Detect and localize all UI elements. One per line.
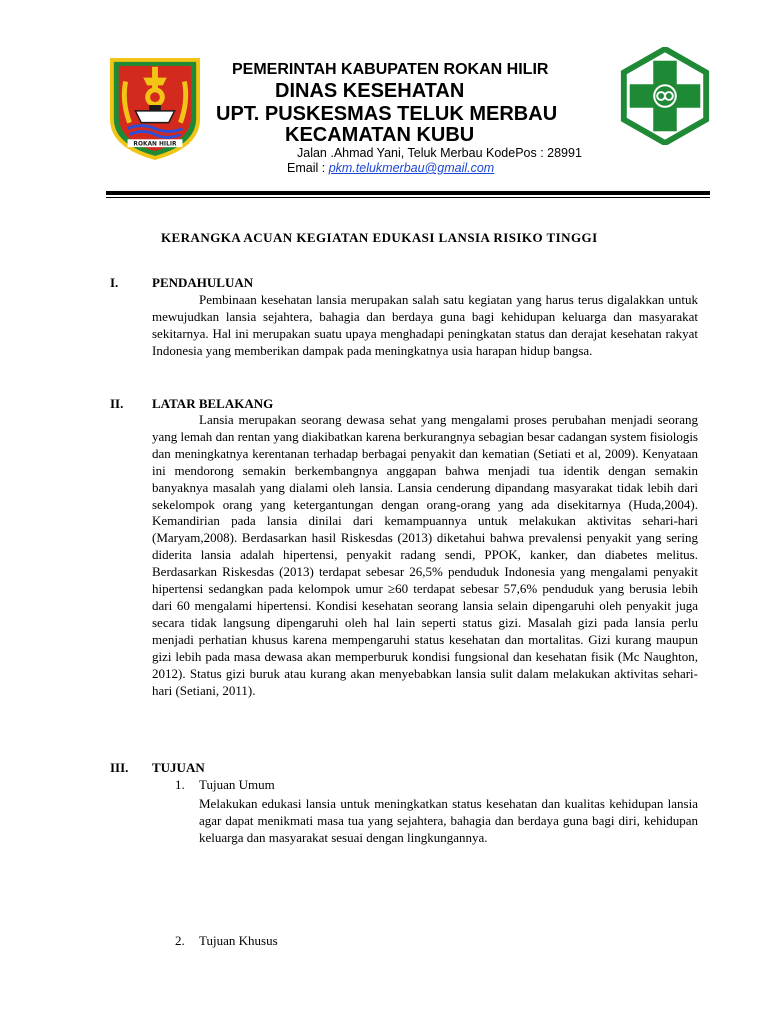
header-puskesmas: UPT. PUSKESMAS TELUK MERBAU (216, 103, 558, 125)
email-label: Email : (287, 161, 326, 175)
email-link[interactable]: pkm.telukmerbau@gmail.com (328, 161, 495, 175)
header-agency: DINAS KESEHATAN (275, 80, 465, 102)
puskesmas-logo-icon (616, 47, 714, 145)
letterhead-divider (106, 191, 710, 195)
header-address: Jalan .Ahmad Yani, Teluk Merbau KodePos : 28991 (297, 146, 582, 160)
tujuan-umum-body: Melakukan edukasi lansia untuk meningkatkan status kesehatan dan kualitas kehidupan lansia agar dapat menikmati masa tua yang sejahtera, bahagia dan berdaya guna bagi diri, kehidupan keluarga dan masyarakat sesuai dengan lingkungannya. (199, 796, 698, 846)
section-number: II. (110, 396, 124, 411)
document-title: KERANGKA ACUAN KEGIATAN EDUKASI LANSIA RISIKO TINGGI (161, 230, 598, 245)
section-body-latar-belakang: Lansia merupakan seorang dewasa sehat yang mengalami proses perubahan menjadi seorang yang lemah dan rentan yang diakibatkan karena berkurangnya sebagian besar cadangan system fisiologis dan meningkatnya kerentanan terhadap berbagai penyakit dan kematian (Setiati et al, 2009). Kenyataan ini mendorong semakin berkembangnya anggapan bahwa menjadi tua identik dengan semakin banyaknya masalah yang dialami oleh lansia. Lansia cenderung dipandang masyarakat tidak lebih dari sekelompok orang yang ketergantungan dengan orang-orang yang ada disekitarnya (Huda,2004). Kemandirian pada lansia dinilai dari kemampuannya untuk melakukan aktivitas sehari-hari (Maryam,2008). Berdasarkan hasil Riskesdas (2013) diketahui bahwa prevalensi penyakit yang sering diderita lansia adalah hipertensi, penyakit radang sendi, PPOK, kanker, dan diabetes melitus. Berdasarkan Riskesdas (2013) terdapat sebesar 26,5% penduduk Indonesia yang mengalami penyakit hipertensi sedangkan pada kelompok umur ≥60 terdapat sebesar 57,6% penduduk yang berusia lebih dari 60 mengalami hipertensi. Kondisi kesehatan seorang lansia selain dipengaruhi oleh penyakit juga secara tidak langsung dipengaruhi oleh hal lain seperti status gizi. Masalah gizi pada lansia perlu menjadi perhatian khusus karena mempengaruhi status kesehatan dan mortalitas. Gizi kurang maupun gizi lebih pada masa dewasa akan memperburuk kondisi fungsional dan kesehatan fisik (Mc Naughton, 2012). Status gizi buruk atau kurang akan menyebabkan lansia sulit dalam melakukan aktivitas sehari-hari (Setiani, 2011). (152, 412, 698, 698)
header-district: KECAMATAN KUBU (285, 124, 475, 146)
section-body-pendahuluan: Pembinaan kesehatan lansia merupakan salah satu kegiatan yang harus terus digalakkan untuk mewujudkan lansia sejahtera, bahagia dan berdaya guna bagi kehidupan keluarga dan masyarakat sekitarnya. Hal ini merupakan suatu upaya menghadapi peningkatan status dan derajat kesehatan rakyat Indonesia yang memberikan dampak pada meningkatnya usia harapan hidup bangsa. (152, 292, 698, 358)
letterhead-divider-thin (106, 197, 710, 198)
section-title-pendahuluan: PENDAHULUAN (152, 275, 254, 290)
list-item-number: 2. (175, 933, 185, 948)
emblem-label: ROKAN HILIR (133, 141, 177, 148)
list-item-tujuan-umum: Tujuan Umum (199, 777, 275, 792)
rokan-hilir-emblem-logo (106, 52, 204, 160)
list-item-number: 1. (175, 777, 185, 792)
header-government: PEMERINTAH KABUPATEN ROKAN HILIR (232, 61, 549, 78)
header-email-line (287, 161, 494, 175)
section-title-tujuan: TUJUAN (152, 760, 205, 775)
section-number: I. (110, 275, 119, 290)
section-number: III. (110, 760, 129, 775)
list-item-tujuan-khusus: Tujuan Khusus (199, 933, 278, 948)
section-title-latar-belakang: LATAR BELAKANG (152, 396, 274, 411)
